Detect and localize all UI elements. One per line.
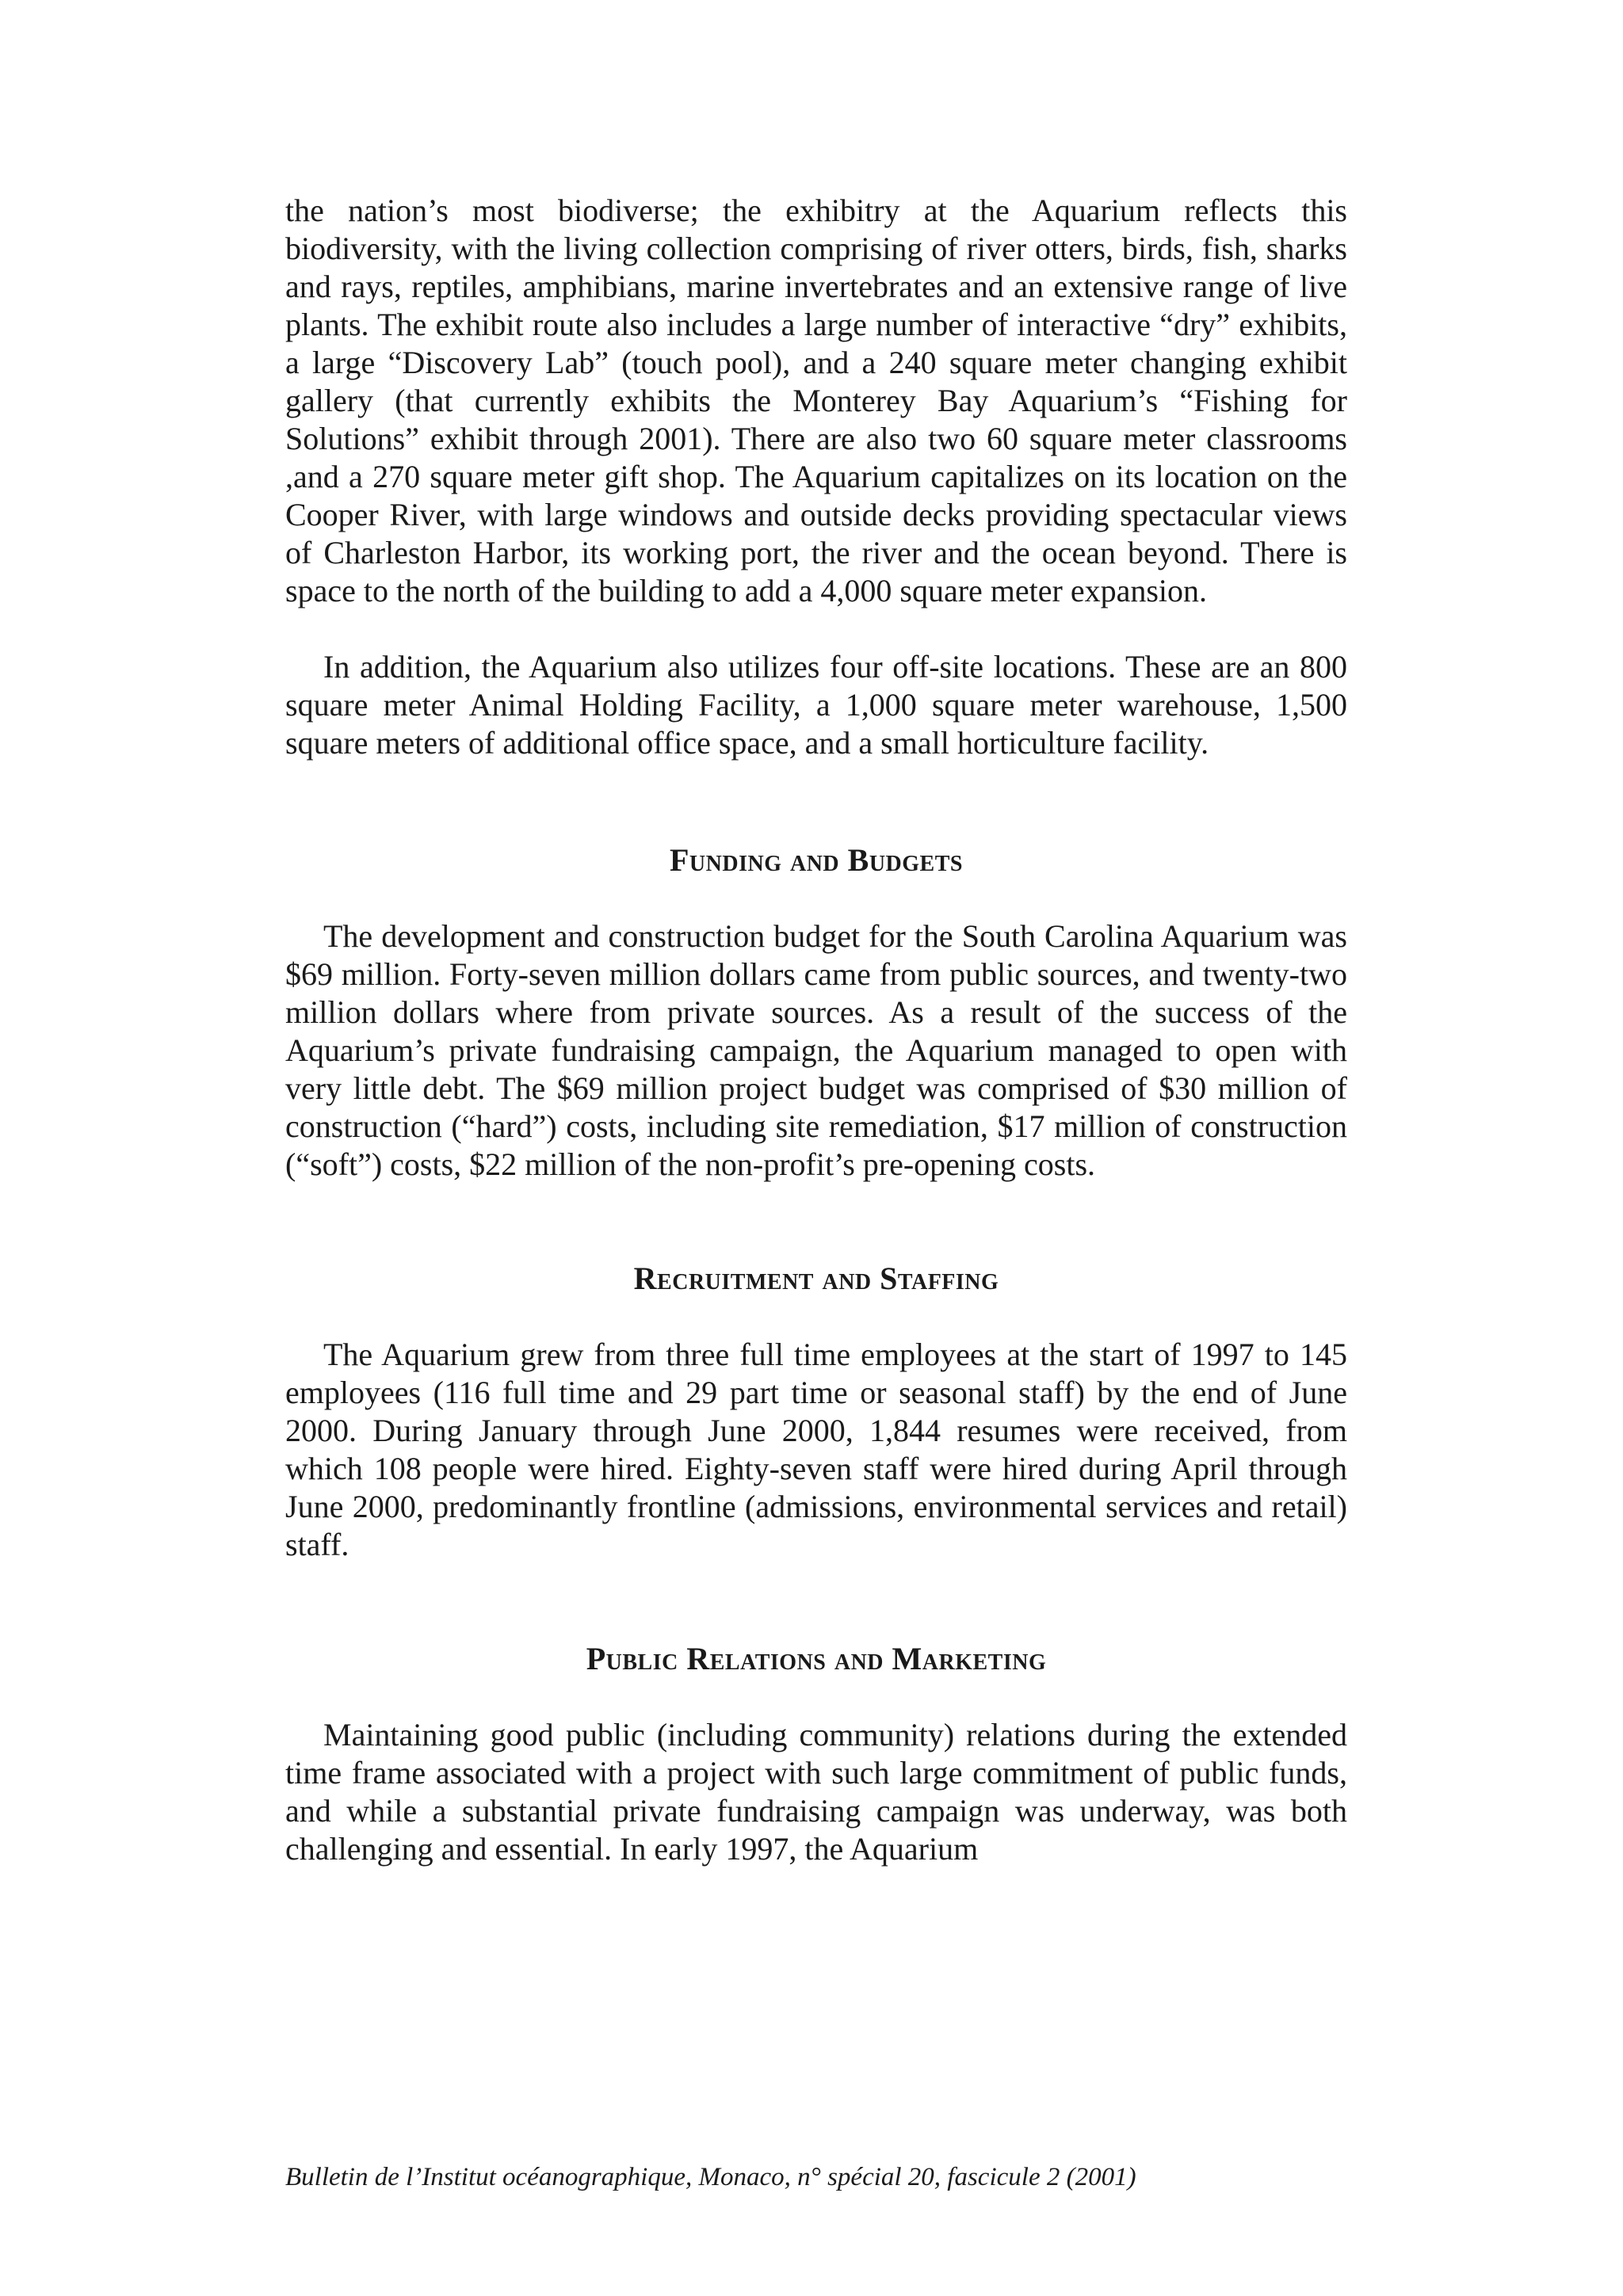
section-heading-funding: Funding and Budgets <box>670 842 963 878</box>
paragraph-offsite-locations: In addition, the Aquarium also utilizes four off-site locations. These are an 800 square meter Animal Holding Facility, a 1,000 square meter warehouse, 1,500 square meters of additional office space, and a small horticulture facility. <box>285 649 1347 761</box>
paragraph-public-relations: Maintaining good public (including community) relations during the extended time frame associated with a project with such large commitment of public funds, and while a substantial private fundraising campaign was underway, was both challenging and essential. In early 1997, the Aquarium <box>285 1717 1347 1867</box>
section-heading-public-relations: Public Relations and Marketing <box>586 1641 1047 1676</box>
paragraph-funding: The development and construction budget for the South Carolina Aquarium was $69 million. Forty-seven million dollars came from public sources, and twenty-two million dollars where from private sources. As a result of the success of the Aquarium’s private fundraising campaign, the Aquarium managed to open with very little debt. The $69 million project budget was comprised of $30 million of construction (“hard”) costs, including site remediation, $17 million of construction (“soft”) costs, $22 million of the non-profit’s pre-opening costs. <box>285 918 1347 1182</box>
paragraph-recruitment: The Aquarium grew from three full time employees at the start of 1997 to 145 employees (116 full time and 29 part time or seasonal staff) by the end of June 2000. During January through June 2000, 1,844 resumes were received, from which 108 people were hired. Eighty-seven staff were hired during April through June 2000, predominantly frontline (admissions, environmental services and retail) staff. <box>285 1337 1347 1562</box>
paragraph-biodiversity: the nation’s most biodiverse; the exhibitry at the Aquarium reflects this biodiversity, with the living collection comprising of river otters, birds, fish, sharks and rays, reptiles, amphibians, marine invertebrates and an extensive range of live plants. The exhibit route also includes a large number of interactive “dry” exhibits, a large “Discovery Lab” (touch pool), and a 240 square meter changing exhibit gallery (that currently exhibits the Monterey Bay Aquarium’s “Fishing for Solutions” exhibit through 2001). There are also two 60 square meter classrooms ,and a 270 square meter gift shop. The Aquarium capitalizes on its location on the Cooper River, with large windows and outside decks providing spectacular views of Charleston Harbor, its working port, the river and the ocean beyond. There is space to the north of the building to add a 4,000 square meter expansion. <box>285 193 1347 608</box>
footer-citation: Bulletin de l’Institut océanographique, Monaco, n° spécial 20, fascicule 2 (2001) <box>285 2163 1136 2191</box>
document-body <box>285 192 1347 1868</box>
section-heading-recruitment: Recruitment and Staffing <box>633 1261 999 1296</box>
